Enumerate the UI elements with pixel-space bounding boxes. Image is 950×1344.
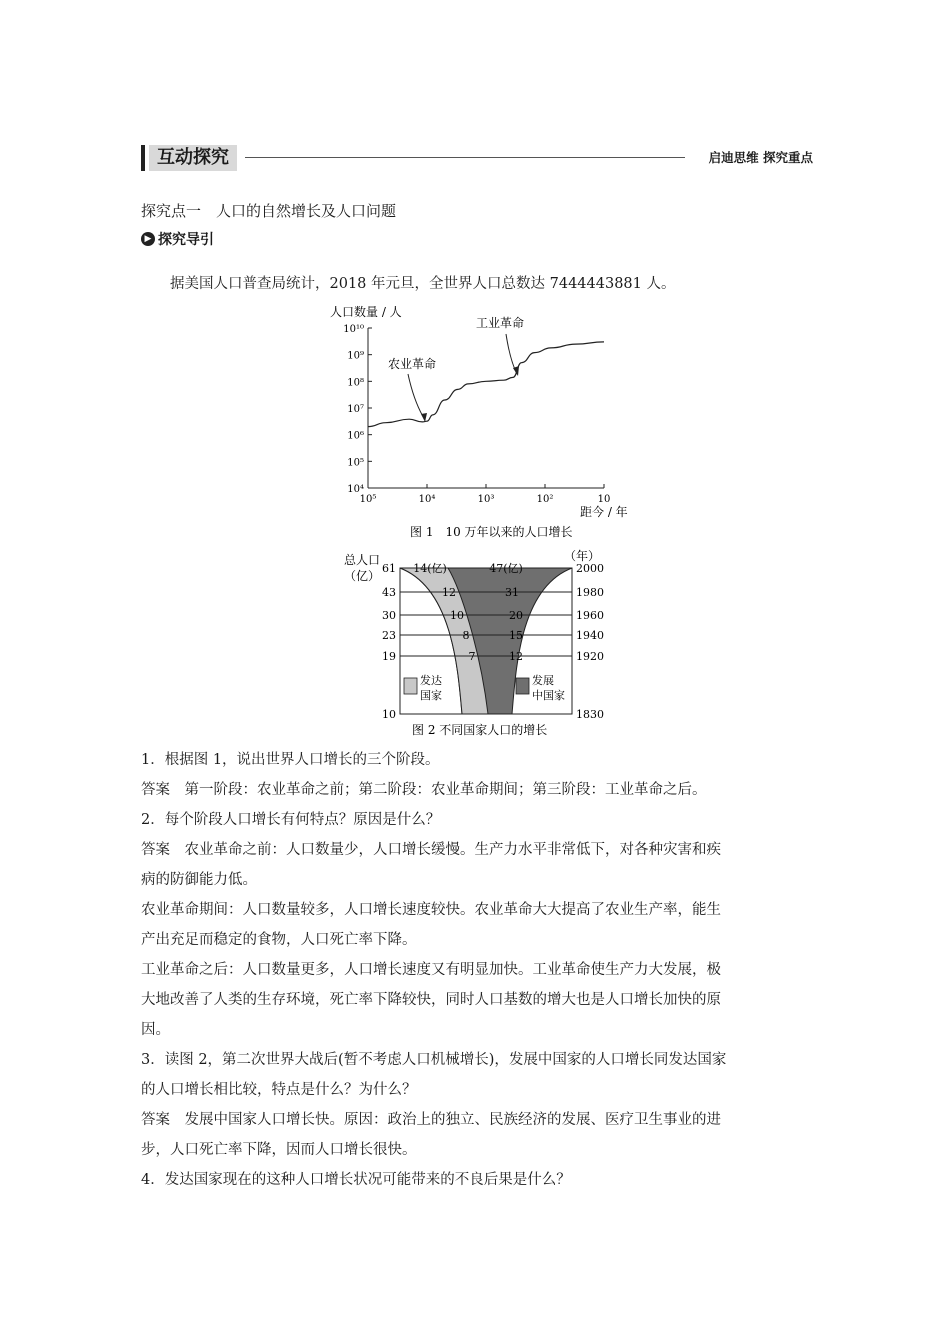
chart1-xtick-label: 10⁵ xyxy=(359,494,377,505)
chart1-ytick-label: 10¹⁰ xyxy=(343,324,364,335)
chart2-left-axis-title-1: 总人口 xyxy=(344,553,381,567)
header-subtitle: 启迪思维 探究重点 xyxy=(708,150,813,165)
guide-label: 探究导引 xyxy=(158,232,214,248)
section-header-title: 互动探究 xyxy=(149,145,237,171)
legend-swatch-developed xyxy=(404,678,417,694)
legend-label-developing-1: 发展 xyxy=(532,674,554,687)
qa-line: 病的防御能力低。 xyxy=(141,872,257,888)
qa-line: 2．每个阶段人口增长有何特点？原因是什么？ xyxy=(141,812,441,828)
chart1-title: 图 1 10 万年以来的人口增长 xyxy=(410,525,573,539)
section-title: 探究点一 人口的自然增长及人口问题 xyxy=(141,202,397,220)
chart2-developed-value: 7 xyxy=(468,650,476,663)
chart2-total-label: 43 xyxy=(382,586,396,599)
chart2-year-label: 2000 xyxy=(576,562,604,575)
chart2-year-label: 1960 xyxy=(576,609,604,622)
header-accent-bar xyxy=(141,145,145,171)
chart2-title: 图 2 不同国家人口的增长 xyxy=(412,723,548,737)
chart1-ytick-label: 10⁸ xyxy=(347,377,364,389)
chart1-xtick-label: 10² xyxy=(536,494,554,505)
chart2-year-label: 1940 xyxy=(576,629,604,642)
chart1-xtick-label: 10³ xyxy=(477,494,495,505)
agri-revolution-arrow xyxy=(408,374,425,420)
legend-label-developed-1: 发达 xyxy=(420,674,442,687)
intro-text: 据美国人口普查局统计，2018 年元旦，全世界人口总数达 7444443881 人。 xyxy=(170,276,676,292)
legend-swatch-developing xyxy=(516,678,529,694)
figure1-line-chart xyxy=(330,302,630,542)
chart1-ytick-label: 10⁴ xyxy=(347,484,364,495)
qa-line: 的人口增长相比较，特点是什么？为什么？ xyxy=(141,1082,417,1098)
legend-label-developed-2: 国家 xyxy=(420,689,442,702)
chart2-developing-value: 20 xyxy=(509,609,523,622)
figure2-area-chart xyxy=(340,548,610,743)
qa-line: 工业革命之后：人口数量更多，人口增长速度又有明显加快。工业革命使生产力大发展，极 xyxy=(141,962,721,978)
chart2-year-bottom: 1830 xyxy=(576,708,604,721)
chart1-ytick-label: 10⁷ xyxy=(347,404,364,415)
chart2-developed-value: 14(亿) xyxy=(413,562,447,575)
qa-line: 答案 发展中国家人口增长快。原因：政治上的独立、民族经济的发展、医疗卫生事业的进 xyxy=(141,1112,721,1128)
header-divider xyxy=(245,157,685,158)
chart2-developed-value: 10 xyxy=(450,609,464,622)
chart1-xtick-label: 10 xyxy=(597,494,611,505)
chart2-total-label: 23 xyxy=(382,629,396,642)
chart1-xlabel: 距今 / 年 xyxy=(580,505,628,519)
chart1-ytick-label: 10⁵ xyxy=(347,457,364,469)
chart1-ylabel: 人口数量 / 人 xyxy=(330,305,402,319)
chart2-developed-value: 12 xyxy=(442,586,456,599)
qa-line: 答案 农业革命之前：人口数量少，人口增长缓慢。生产力水平非常低下，对各种灾害和疾 xyxy=(141,842,721,858)
chart1-ytick-label: 10⁹ xyxy=(347,350,364,362)
chart2-right-axis-title: （年） xyxy=(564,549,601,563)
chart2-year-label: 1920 xyxy=(576,650,604,663)
population-curve xyxy=(368,342,604,427)
chart2-developed-value: 8 xyxy=(462,629,470,642)
qa-line: 步，人口死亡率下降，因而人口增长很快。 xyxy=(141,1142,417,1158)
chart2-developing-value: 31 xyxy=(505,586,519,599)
guide-heading xyxy=(141,229,214,249)
qa-line: 4．发达国家现在的这种人口增长状况可能带来的不良后果是什么？ xyxy=(141,1172,571,1188)
chart2-total-bottom: 10 xyxy=(382,708,396,721)
chart2-total-label: 61 xyxy=(382,562,396,575)
industrial-revolution-label: 工业革命 xyxy=(476,316,525,330)
qa-line: 3．读图 2，第二次世界大战后(暂不考虑人口机械增长)，发展中国家的人口增长同发达国家 xyxy=(141,1052,727,1068)
chart2-developing-value: 12 xyxy=(509,650,523,663)
chart1-ytick-label: 10⁶ xyxy=(347,430,364,442)
chart2-year-label: 1980 xyxy=(576,586,604,599)
play-icon: ▶ xyxy=(141,232,155,246)
chart2-total-label: 30 xyxy=(382,609,396,622)
agri-revolution-label: 农业革命 xyxy=(388,357,437,371)
qa-line: 农业革命期间：人口数量较多，人口增长速度较快。农业革命大大提高了农业生产率，能生 xyxy=(141,902,721,918)
chart1-xtick-label: 10⁴ xyxy=(418,494,436,505)
qa-line: 1．根据图 1，说出世界人口增长的三个阶段。 xyxy=(141,752,440,768)
chart2-left-axis-title-2: （亿） xyxy=(344,569,381,583)
chart2-developing-value: 47(亿) xyxy=(489,562,523,575)
qa-line: 产出充足而稳定的食物，人口死亡率下降。 xyxy=(141,932,417,948)
legend-label-developing-2: 中国家 xyxy=(532,689,565,702)
chart2-developing-value: 15 xyxy=(509,629,523,642)
chart2-total-label: 19 xyxy=(382,650,396,663)
qa-line: 答案 第一阶段：农业革命之前；第二阶段：农业革命期间；第三阶段：工业革命之后。 xyxy=(141,782,707,798)
qa-line: 因。 xyxy=(141,1022,170,1038)
qa-line: 大地改善了人类的生存环境，死亡率下降较快，同时人口基数的增大也是人口增长加快的原 xyxy=(141,992,721,1008)
